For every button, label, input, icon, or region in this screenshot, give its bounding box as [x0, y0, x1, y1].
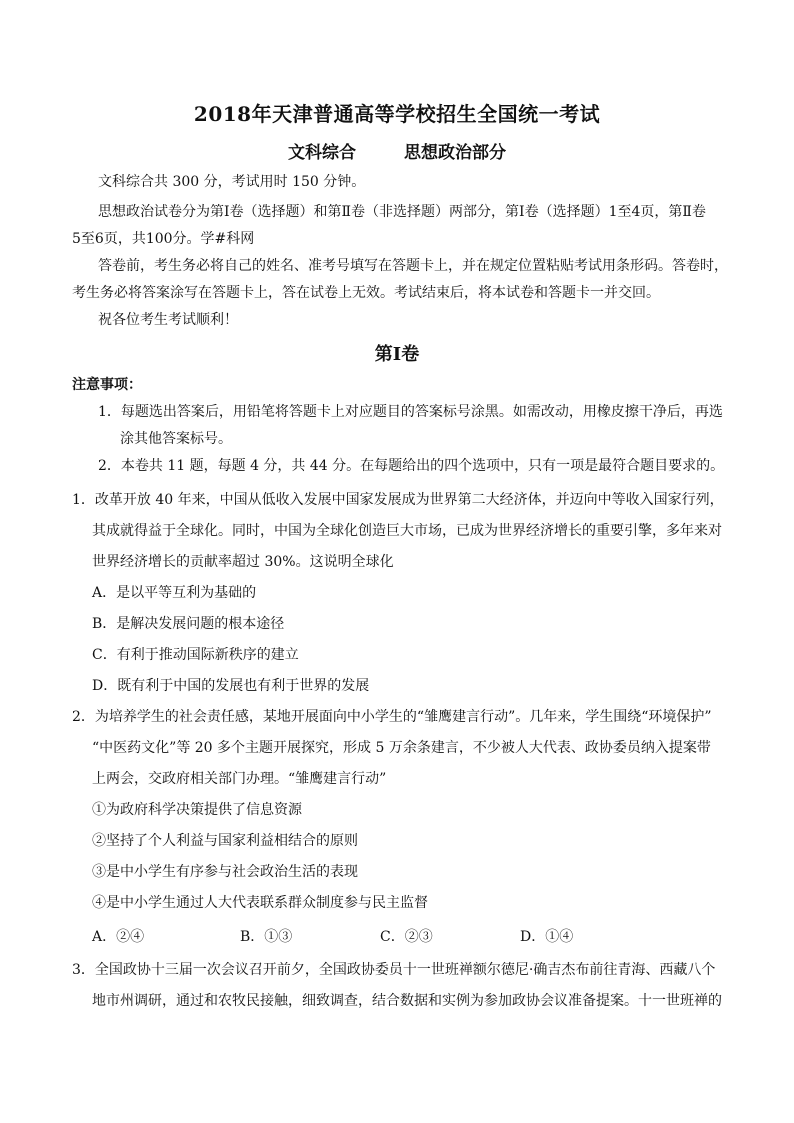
- question-2-statement-1: ①为政府科学决策提供了信息资源: [92, 802, 302, 818]
- question-3-line-1: 3．全国政协十三届一次会议召开前夕，全国政协委员十一世班禅额尔德尼·确吉杰布前往青海、西藏八个: [72, 962, 716, 978]
- question-1-line-2: 其成就得益于全球化。同时，中国为全球化创造巨大市场，已成为世界经济增长的重要引擎，多年来对: [92, 523, 722, 539]
- question-2-statement-2: ②坚持了个人利益与国家利益相结合的原则: [92, 833, 358, 849]
- intro-paragraph-4: 祝各位考生考试顺利！: [98, 312, 238, 328]
- notice-item-1-line-1: 1．每题选出答案后，用铅笔将答题卡上对应题目的答案标号涂黑。如需改动，用橡皮擦干净后，再选: [98, 404, 723, 420]
- question-2-option-c: C．②③: [380, 929, 433, 945]
- question-2-option-d: D．①④: [520, 929, 574, 945]
- subtitle-part: 思想政治部分: [404, 143, 506, 163]
- question-1-line-3: 世界经济增长的贡献率超过 30%。这说明全球化: [92, 554, 394, 570]
- question-2-line-3: 上两会，交政府相关部门办理。“雏鹰建言行动”: [92, 771, 387, 787]
- question-1-line-1: 1．改革开放 40 年来，中国从低收入发展中国家发展成为世界第二大经济体，并迈向中等收入国家行列，: [72, 492, 724, 508]
- question-2-statement-4: ④是中小学生通过人大代表联系群众制度参与民主监督: [92, 895, 428, 911]
- question-2-line-1: 2．为培养学生的社会责任感，某地开展面向中小学生的“雏鹰建言行动”。几年来，学生围绕“环境保护”: [72, 709, 712, 725]
- intro-paragraph-1: 文科综合共 300 分，考试用时 150 分钟。: [98, 174, 366, 190]
- intro-paragraph-3-line-2: 考生务必将答案涂写在答题卡上，答在试卷上无效。考试结束后，将本试卷和答题卡一并交回。: [72, 285, 660, 301]
- section-title: 第Ⅰ卷: [374, 344, 420, 365]
- intro-paragraph-3-line-1: 答卷前，考生务必将自己的姓名、准考号填写在答题卡上，并在规定位置粘贴考试用条形码。答卷时，: [98, 258, 728, 274]
- subtitle-subject: 文科综合: [288, 143, 356, 163]
- question-1-option-b: B．是解决发展问题的根本途径: [92, 616, 285, 632]
- question-3-line-2: 地市州调研，通过和农牧民接触，细致调查，结合数据和实例为参加政协会议准备提案。十一世班禅的: [92, 993, 722, 1009]
- question-1-option-d: D．既有利于中国的发展也有利于世界的发展: [92, 678, 370, 694]
- exam-title: 2018年天津普通高等学校招生全国统一考试: [193, 102, 601, 126]
- question-1-option-c: C．有利于推动国际新秩序的建立: [92, 647, 299, 663]
- exam-subtitle: [0, 138, 794, 163]
- notice-heading: 注意事项：: [72, 377, 142, 393]
- question-1-option-a: A．是以平等互利为基础的: [92, 585, 257, 601]
- question-2-option-b: B．①③: [240, 929, 293, 945]
- question-2-line-2: “中医药文化”等 20 多个主题开展探究，形成 5 万余条建言，不少被人大代表、政协委员纳入提案带: [92, 740, 711, 756]
- intro-paragraph-2-line-2: 5至6页，共100分。学#科网: [72, 231, 255, 247]
- question-2-statement-3: ③是中小学生有序参与社会政治生活的表现: [92, 864, 358, 880]
- intro-paragraph-2-line-1: 思想政治试卷分为第Ⅰ卷（选择题）和第Ⅱ卷（非选择题）两部分，第Ⅰ卷（选择题）1至4页，第Ⅱ卷: [98, 204, 706, 220]
- notice-item-1-line-2: 涂其他答案标号。: [120, 431, 232, 447]
- question-2-option-a: A．②④: [92, 929, 145, 945]
- notice-item-2: 2．本卷共 11 题，每题 4 分，共 44 分。在每题给出的四个选项中，只有一项是最符合题目要求的。: [98, 458, 725, 474]
